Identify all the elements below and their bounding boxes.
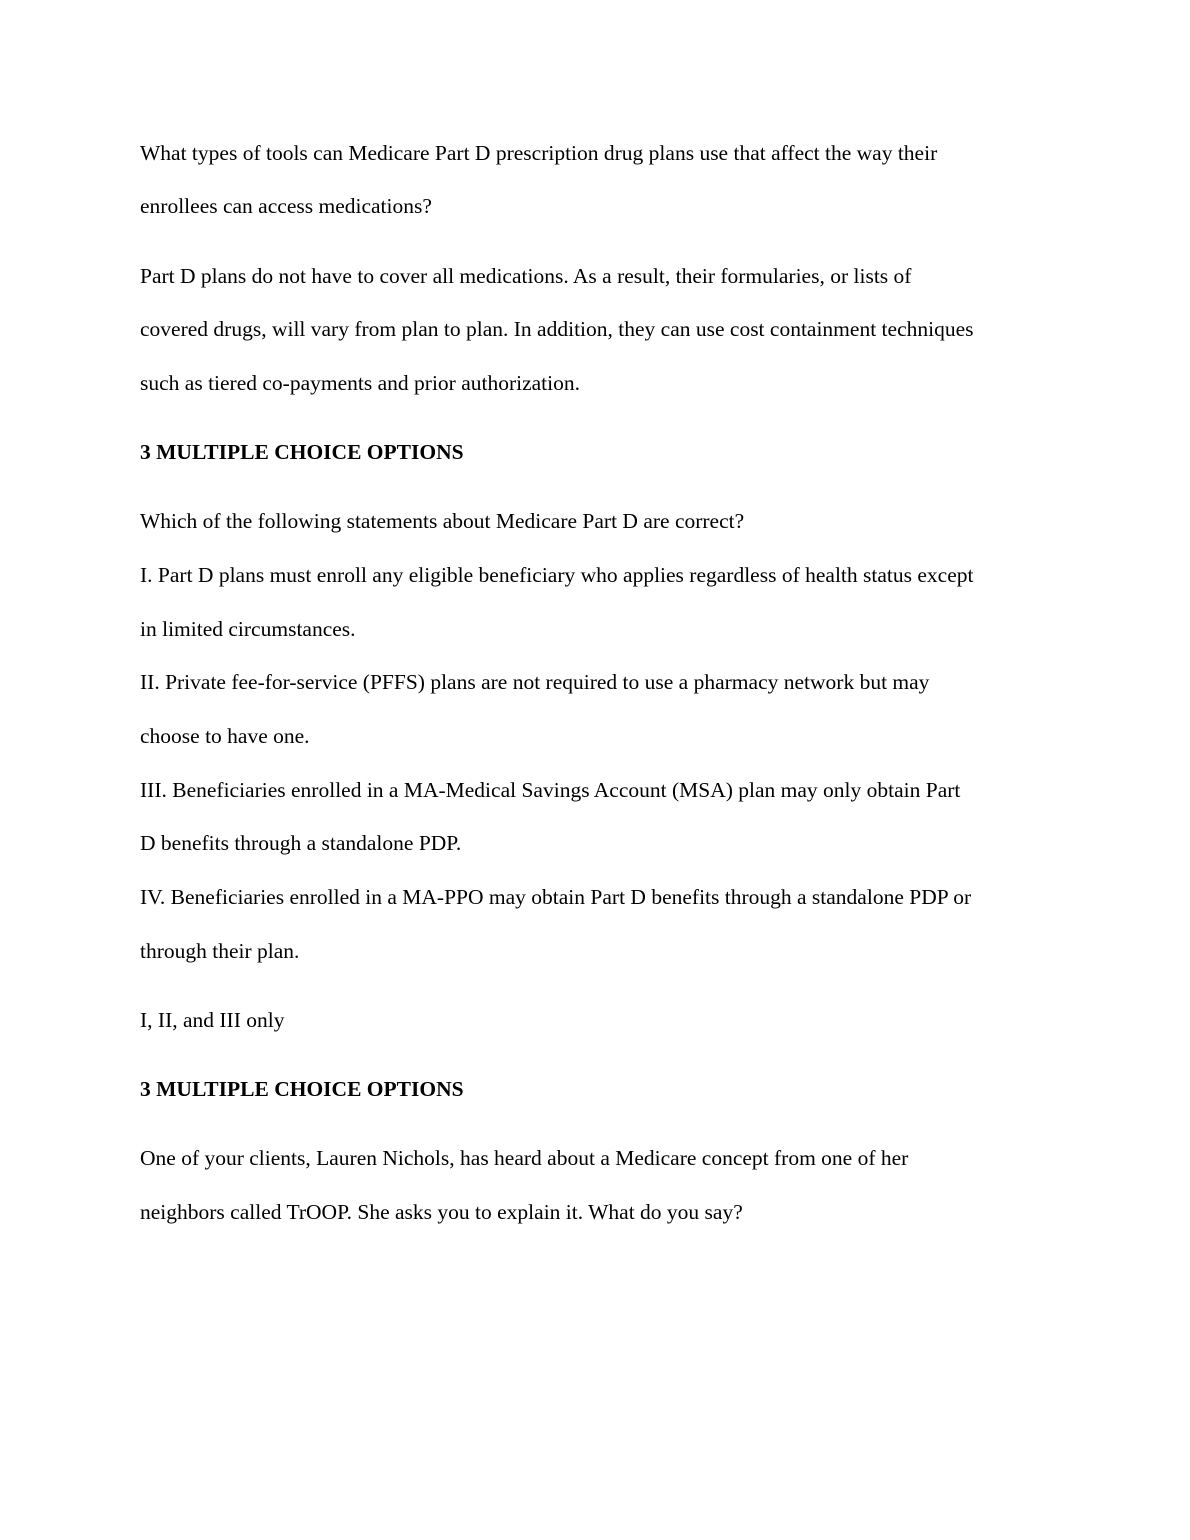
q2-statement-line-1: I. Part D plans must enroll any eligible beneficiary who applies regardless of health status except: [140, 563, 974, 587]
q1-question-line-1: What types of tools can Medicare Part D prescription drug plans use that affect the way their: [140, 141, 938, 165]
q2-statement-line-6: D benefits through a standalone PDP.: [140, 831, 462, 855]
q1-question-line-2: enrollees can access medications?: [140, 194, 432, 218]
q2-statement-line-5: III. Beneficiaries enrolled in a MA-Medical Savings Account (MSA) plan may only obtain Part: [140, 778, 961, 802]
q2-statement-line-3: II. Private fee-for-service (PFFS) plans are not required to use a pharmacy network but may: [140, 670, 930, 694]
q3-question-line-2: neighbors called TrOOP. She asks you to explain it. What do you say?: [140, 1200, 743, 1224]
q3-question-line-1: One of your clients, Lauren Nichols, has heard about a Medicare concept from one of her: [140, 1146, 909, 1170]
q2-question: Which of the following statements about Medicare Part D are correct?: [140, 509, 745, 533]
q1-answer-line-1: Part D plans do not have to cover all medications. As a result, their formularies, or lists of: [140, 264, 912, 288]
q2-statement-line-8: through their plan.: [140, 939, 300, 963]
q2-answer: I, II, and III only: [140, 1008, 285, 1032]
q2-statement-line-7: IV. Beneficiaries enrolled in a MA-PPO may obtain Part D benefits through a standalone PDP or: [140, 885, 972, 909]
q2-statement-line-4: choose to have one.: [140, 724, 310, 748]
q1-answer-line-2: covered drugs, will vary from plan to plan. In addition, they can use cost containment techniques: [140, 317, 974, 341]
q2-statement-line-2: in limited circumstances.: [140, 617, 356, 641]
q2-heading: 3 MULTIPLE CHOICE OPTIONS: [140, 440, 464, 464]
q3-heading: 3 MULTIPLE CHOICE OPTIONS: [140, 1077, 464, 1101]
q1-answer-line-3: such as tiered co-payments and prior authorization.: [140, 371, 581, 395]
